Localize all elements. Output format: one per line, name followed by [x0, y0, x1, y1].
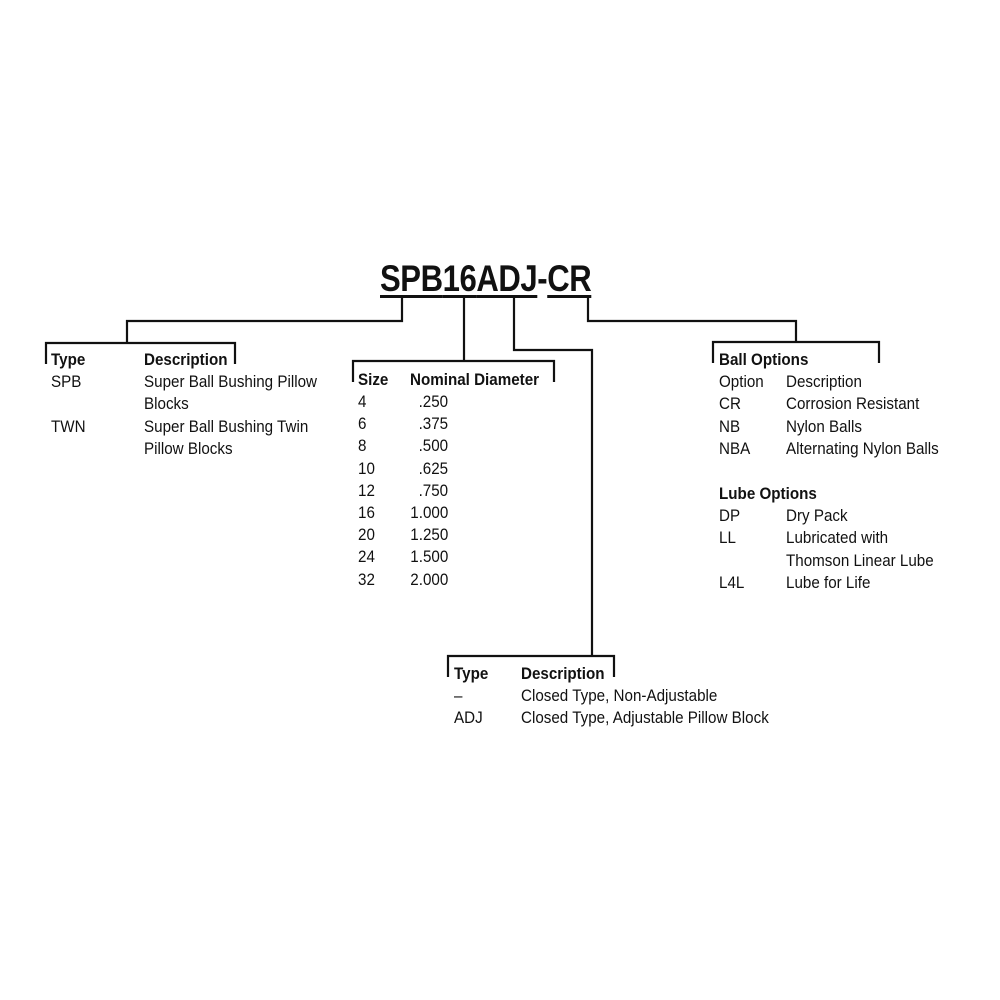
lube-option-description-line: Thomson Linear Lube: [786, 552, 934, 570]
lube-options-title: Lube Options: [719, 485, 817, 503]
ball-options-title: Ball Options: [719, 351, 809, 369]
adj-type-description: Closed Type, Adjustable Pillow Block: [521, 709, 769, 727]
ball-option-description: Nylon Balls: [786, 418, 862, 436]
diameter-value: .750: [418, 482, 448, 500]
lube-option-code: L4L: [719, 574, 745, 592]
lube-option-code: LL: [719, 529, 736, 547]
connector-adj: [514, 298, 592, 656]
diameter-value: 1.000: [410, 504, 448, 522]
part-number-dash: -: [537, 258, 548, 299]
lube-option-code: DP: [719, 507, 741, 525]
ball-options-header-description: Description: [786, 373, 862, 391]
adj-type-code: ADJ: [454, 709, 483, 727]
ball-option-code: NBA: [719, 440, 751, 458]
part-number-adj: ADJ: [476, 258, 538, 299]
diameter-value: .375: [418, 415, 448, 433]
diameter-value: .250: [418, 393, 448, 411]
size-value: 10: [358, 460, 375, 478]
ball-option-description: Corrosion Resistant: [786, 395, 920, 413]
diameter-value: 1.250: [410, 526, 448, 544]
adj-table-header-description: Description: [521, 665, 605, 683]
adj-type-description: Closed Type, Non-Adjustable: [521, 687, 718, 705]
ball-options-header-option: Option: [719, 373, 764, 391]
part-number: [380, 258, 591, 300]
diameter-value: 1.500: [410, 548, 448, 566]
type-table-header-description: Description: [144, 351, 228, 369]
type-description-line: Blocks: [144, 395, 189, 413]
size-table-header-size: Size: [358, 371, 389, 389]
size-value: 6: [358, 415, 367, 433]
size-value: 12: [358, 482, 375, 500]
adj-table-header-type: Type: [454, 665, 489, 683]
part-number-option: CR: [547, 258, 592, 299]
type-description-line: Pillow Blocks: [144, 440, 233, 458]
size-value: 20: [358, 526, 375, 544]
lube-option-description-line: Lube for Life: [786, 574, 871, 592]
ball-option-code: CR: [719, 395, 741, 413]
diameter-value: .625: [418, 460, 448, 478]
type-description-line: Super Ball Bushing Pillow: [144, 373, 317, 391]
type-description-line: Super Ball Bushing Twin: [144, 418, 309, 436]
lube-option-description-line: Dry Pack: [786, 507, 848, 525]
diameter-value: 2.000: [410, 571, 448, 589]
type-code: SPB: [51, 373, 82, 391]
size-value: 4: [358, 393, 367, 411]
size-value: 32: [358, 571, 375, 589]
ball-option-description: Alternating Nylon Balls: [786, 440, 939, 458]
size-value: 8: [358, 437, 367, 455]
lube-option-description-line: Lubricated with: [786, 529, 889, 547]
size-value: 24: [358, 548, 375, 566]
size-value: 16: [358, 504, 375, 522]
type-table-header-type: Type: [51, 351, 86, 369]
diameter-value: .500: [418, 437, 448, 455]
adj-type-code: –: [454, 687, 463, 705]
ball-option-code: NB: [719, 418, 741, 436]
connector-type: [127, 298, 402, 343]
size-table-header-diameter: Nominal Diameter: [410, 371, 540, 389]
part-number-type: SPB: [380, 258, 443, 299]
part-number-size: 16: [442, 258, 477, 299]
type-code: TWN: [51, 418, 86, 436]
connector-options: [588, 298, 796, 342]
